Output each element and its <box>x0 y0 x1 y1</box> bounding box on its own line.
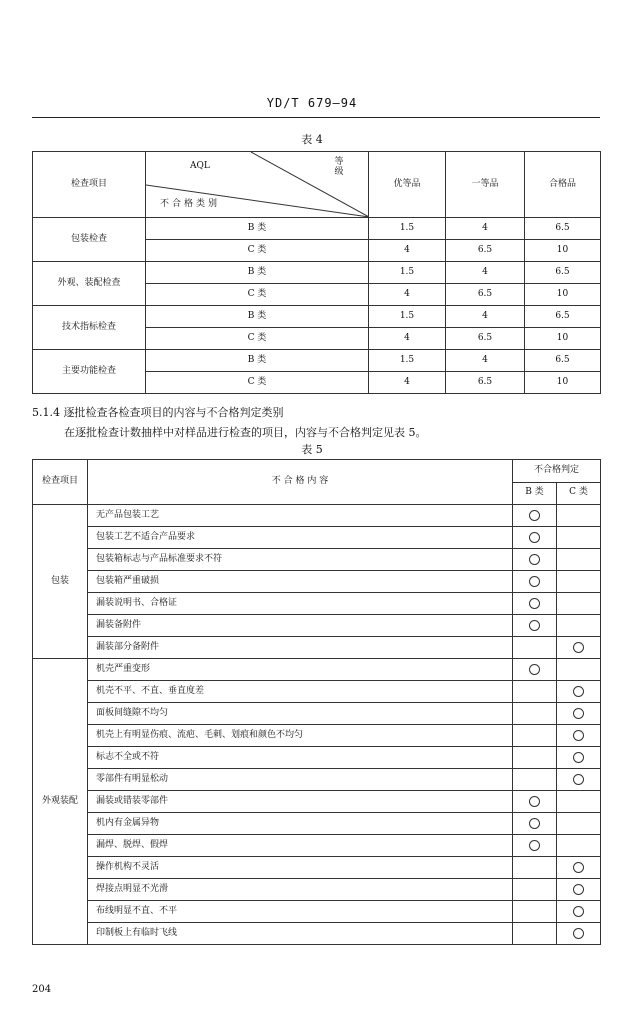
table-row <box>33 659 601 681</box>
nonconformity-content-cell: 包装箱标志与产品标准要求不符 <box>88 549 513 571</box>
aql-value-cell: 4 <box>446 306 525 328</box>
nonconformity-class-label: 不合格类别 <box>160 199 221 209</box>
header-rule <box>32 117 600 118</box>
page-number: 204 <box>32 984 52 995</box>
judgement-cell-c <box>557 923 601 945</box>
circle-mark-icon <box>573 884 584 895</box>
table4 <box>32 151 601 394</box>
circle-mark-icon <box>573 752 584 763</box>
judgement-cell-c <box>557 835 601 857</box>
judgement-cell-c <box>557 813 601 835</box>
grade-label: 等 级 <box>334 157 358 177</box>
aql-value-cell: 4 <box>369 240 446 262</box>
check-item-cell: 包装 <box>33 505 88 659</box>
circle-mark-icon <box>529 796 540 807</box>
circle-mark-icon <box>573 774 584 785</box>
aql-value-cell: 1.5 <box>369 262 446 284</box>
col-header-item: 检查项目 <box>33 460 88 505</box>
col-header-judgement: 不合格判定 <box>513 460 601 483</box>
table-row <box>33 923 601 945</box>
nonconformity-content-cell: 标志不全或不符 <box>88 747 513 769</box>
judgement-cell-c <box>557 505 601 527</box>
aql-value-cell: 6.5 <box>446 372 525 394</box>
judgement-cell-b <box>513 703 557 725</box>
judgement-cell-b <box>513 769 557 791</box>
judgement-cell-c <box>557 615 601 637</box>
table4-header-row <box>33 152 601 218</box>
check-item-cell: 主要功能检查 <box>33 350 146 394</box>
judgement-cell-b <box>513 659 557 681</box>
judgement-cell-c <box>557 857 601 879</box>
judgement-cell-b <box>513 593 557 615</box>
judgement-cell-b <box>513 835 557 857</box>
nonconformity-content-cell: 无产品包装工艺 <box>88 505 513 527</box>
judgement-cell-c <box>557 571 601 593</box>
circle-mark-icon <box>573 642 584 653</box>
circle-mark-icon <box>529 510 540 521</box>
nonconformity-content-cell: 包装箱严重破损 <box>88 571 513 593</box>
circle-mark-icon <box>529 576 540 587</box>
nonconformity-content-cell: 包装工艺不适合产品要求 <box>88 527 513 549</box>
class-cell: C 类 <box>146 284 369 306</box>
circle-mark-icon <box>573 906 584 917</box>
class-cell: B 类 <box>146 262 369 284</box>
circle-mark-icon <box>573 730 584 741</box>
nonconformity-content-cell: 面板间缝隙不均匀 <box>88 703 513 725</box>
nonconformity-content-cell: 机内有金属异物 <box>88 813 513 835</box>
aql-value-cell: 10 <box>525 240 601 262</box>
judgement-cell-b <box>513 505 557 527</box>
nonconformity-content-cell: 漏焊、脱焊、假焊 <box>88 835 513 857</box>
nonconformity-content-cell: 布线明显不直、不平 <box>88 901 513 923</box>
circle-mark-icon <box>529 818 540 829</box>
aql-value-cell: 1.5 <box>369 350 446 372</box>
table-row <box>33 527 601 549</box>
table-row <box>33 505 601 527</box>
aql-value-cell: 4 <box>446 350 525 372</box>
aql-value-cell: 6.5 <box>525 350 601 372</box>
nonconformity-content-cell: 漏装说明书、合格证 <box>88 593 513 615</box>
class-cell: B 类 <box>146 306 369 328</box>
table-row <box>33 218 601 240</box>
table-row <box>33 725 601 747</box>
aql-value-cell: 6.5 <box>525 306 601 328</box>
aql-value-cell: 6.5 <box>525 218 601 240</box>
judgement-cell-c <box>557 527 601 549</box>
circle-mark-icon <box>573 862 584 873</box>
judgement-cell-c <box>557 703 601 725</box>
aql-value-cell: 1.5 <box>369 306 446 328</box>
aql-value-cell: 4 <box>369 284 446 306</box>
aql-value-cell: 10 <box>525 372 601 394</box>
col-header-c: C 类 <box>557 482 601 505</box>
paragraph: 在逐批检查计数抽样中对样品进行检查的项目，内容与不合格判定见表 5。 <box>64 426 427 439</box>
table-row <box>33 747 601 769</box>
nonconformity-content-cell: 漏装备附件 <box>88 615 513 637</box>
col-header-grade: 合格品 <box>525 152 601 218</box>
table-row <box>33 571 601 593</box>
class-cell: C 类 <box>146 240 369 262</box>
circle-mark-icon <box>529 554 540 565</box>
table-row <box>33 791 601 813</box>
nonconformity-content-cell: 焊接点明显不光滑 <box>88 879 513 901</box>
judgement-cell-c <box>557 725 601 747</box>
col-header-grade: 一等品 <box>446 152 525 218</box>
aql-value-cell: 4 <box>446 262 525 284</box>
judgement-cell-b <box>513 681 557 703</box>
table-row <box>33 350 601 372</box>
judgement-cell-b <box>513 879 557 901</box>
circle-mark-icon <box>529 840 540 851</box>
circle-mark-icon <box>573 708 584 719</box>
aql-value-cell: 4 <box>369 372 446 394</box>
table5-caption: 表 5 <box>301 443 323 456</box>
table-row <box>33 262 601 284</box>
nonconformity-content-cell: 零部件有明显松动 <box>88 769 513 791</box>
aql-value-cell: 4 <box>369 328 446 350</box>
class-cell: B 类 <box>146 350 369 372</box>
judgement-cell-c <box>557 637 601 659</box>
judgement-cell-b <box>513 549 557 571</box>
nonconformity-content-cell: 漏装部分备附件 <box>88 637 513 659</box>
circle-mark-icon <box>573 686 584 697</box>
judgement-cell-b <box>513 571 557 593</box>
table-row <box>33 593 601 615</box>
nonconformity-content-cell: 机壳严重变形 <box>88 659 513 681</box>
table4-caption: 表 4 <box>301 133 323 146</box>
table-row <box>33 549 601 571</box>
class-cell: C 类 <box>146 372 369 394</box>
table5-header-row <box>33 460 601 483</box>
circle-mark-icon <box>529 620 540 631</box>
judgement-cell-b <box>513 813 557 835</box>
aql-value-cell: 4 <box>446 218 525 240</box>
circle-mark-icon <box>529 532 540 543</box>
nonconformity-content-cell: 操作机构不灵活 <box>88 857 513 879</box>
check-item-cell: 包装检查 <box>33 218 146 262</box>
nonconformity-content-cell: 机壳不平、不直、垂直度差 <box>88 681 513 703</box>
judgement-cell-c <box>557 879 601 901</box>
check-item-cell: 外观、装配检查 <box>33 262 146 306</box>
class-cell: B 类 <box>146 218 369 240</box>
aql-value-cell: 10 <box>525 284 601 306</box>
judgement-cell-b <box>513 637 557 659</box>
check-item-cell: 技术指标检查 <box>33 306 146 350</box>
nonconformity-content-cell: 机壳上有明显伤痕、流疤、毛刺、划痕和颜色不均匀 <box>88 725 513 747</box>
judgement-cell-c <box>557 659 601 681</box>
table-row <box>33 637 601 659</box>
table-row <box>33 681 601 703</box>
table-row <box>33 769 601 791</box>
judgement-cell-c <box>557 549 601 571</box>
circle-mark-icon <box>529 664 540 675</box>
judgement-cell-c <box>557 593 601 615</box>
aql-value-cell: 6.5 <box>446 328 525 350</box>
col-header-b: B 类 <box>513 482 557 505</box>
circle-mark-icon <box>529 598 540 609</box>
table-row <box>33 703 601 725</box>
col-header-item: 检查项目 <box>33 152 146 218</box>
judgement-cell-b <box>513 901 557 923</box>
check-item-cell: 外观装配 <box>33 659 88 945</box>
table-row <box>33 901 601 923</box>
aql-diagonal-cell <box>146 152 369 218</box>
circle-mark-icon <box>573 928 584 939</box>
judgement-cell-c <box>557 791 601 813</box>
judgement-cell-b <box>513 857 557 879</box>
judgement-cell-b <box>513 527 557 549</box>
nonconformity-content-cell: 漏装或错装零部件 <box>88 791 513 813</box>
aql-value-cell: 10 <box>525 328 601 350</box>
judgement-cell-b <box>513 725 557 747</box>
judgement-cell-c <box>557 747 601 769</box>
col-header-grade: 优等品 <box>369 152 446 218</box>
table-row <box>33 857 601 879</box>
document-header: YD/T 679—94 <box>266 96 358 110</box>
table-row <box>33 615 601 637</box>
col-header-content: 不 合 格 内 容 <box>88 460 513 505</box>
judgement-cell-b <box>513 923 557 945</box>
nonconformity-content-cell: 印制板上有临时飞线 <box>88 923 513 945</box>
judgement-cell-b <box>513 747 557 769</box>
judgement-cell-c <box>557 901 601 923</box>
table-row <box>33 813 601 835</box>
aql-value-cell: 6.5 <box>446 284 525 306</box>
table-row <box>33 879 601 901</box>
aql-value-cell: 6.5 <box>446 240 525 262</box>
aql-label: AQL <box>190 161 210 171</box>
section-heading: 5.1.4 逐批检查各检查项目的内容与不合格判定类别 <box>32 406 284 419</box>
judgement-cell-c <box>557 681 601 703</box>
table5 <box>32 459 601 945</box>
judgement-cell-b <box>513 615 557 637</box>
aql-value-cell: 6.5 <box>525 262 601 284</box>
table-row <box>33 306 601 328</box>
table-row <box>33 835 601 857</box>
class-cell: C 类 <box>146 328 369 350</box>
aql-value-cell: 1.5 <box>369 218 446 240</box>
judgement-cell-b <box>513 791 557 813</box>
judgement-cell-c <box>557 769 601 791</box>
